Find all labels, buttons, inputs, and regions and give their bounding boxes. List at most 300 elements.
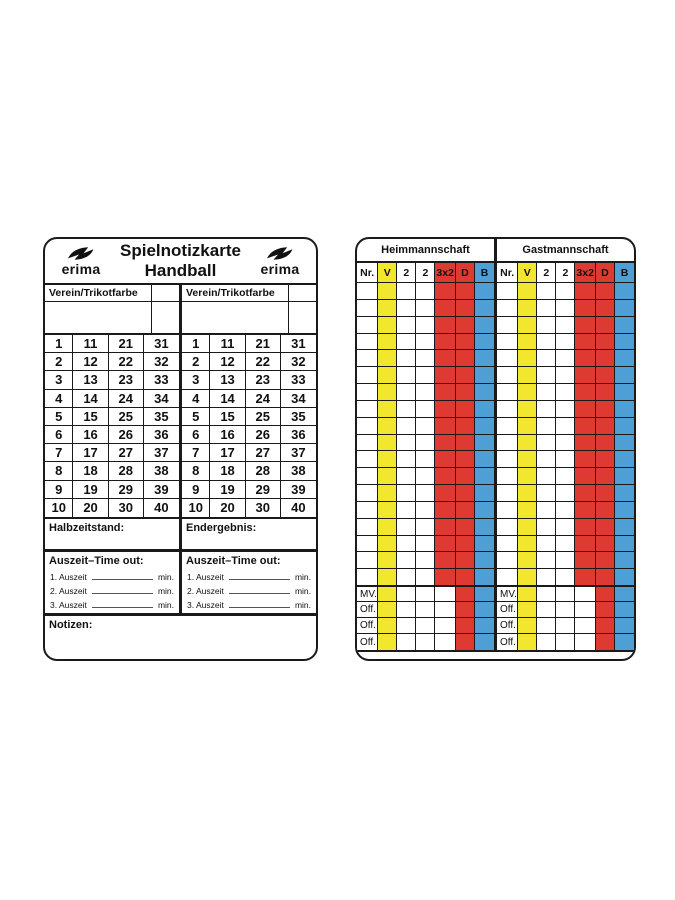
penalty-cell <box>596 435 615 452</box>
penalty-cell <box>518 384 537 401</box>
penalty-cell <box>518 300 537 317</box>
timeout-rows <box>182 568 316 610</box>
penalty-cell <box>537 401 556 418</box>
penalty-cell <box>556 418 575 435</box>
final-score-box <box>182 519 316 549</box>
penalty-cell <box>435 401 456 418</box>
player-number-cell: 8 <box>45 462 73 480</box>
official-row-cell <box>435 634 456 650</box>
official-row-cell <box>416 586 435 602</box>
penalty-cell <box>378 367 397 384</box>
player-number-cell: 4 <box>182 390 210 408</box>
penalty-cell <box>378 468 397 485</box>
player-number-cell: 25 <box>109 408 144 426</box>
penalty-cell <box>596 418 615 435</box>
penalty-cell <box>497 334 518 351</box>
penalty-cell <box>397 536 416 553</box>
player-number-cell: 31 <box>144 335 179 353</box>
penalty-cell <box>518 519 537 536</box>
official-row-cell <box>518 602 537 618</box>
official-row-cell <box>456 586 475 602</box>
penalty-cell <box>615 519 634 536</box>
penalty-cell <box>556 569 575 586</box>
penalty-cell <box>615 384 634 401</box>
club-color-home <box>45 285 182 333</box>
timeout-minutes-unit: min. <box>294 572 311 582</box>
player-number-cell: 31 <box>281 335 316 353</box>
penalty-cell <box>497 468 518 485</box>
player-number-cell: 13 <box>210 371 245 389</box>
penalty-cell <box>596 519 615 536</box>
penalty-cell <box>397 334 416 351</box>
penalty-cell <box>357 367 378 384</box>
goal-tally-home <box>45 335 182 517</box>
penalty-cell <box>497 384 518 401</box>
official-row-cell <box>537 602 556 618</box>
official-row-cell <box>518 634 537 650</box>
official-row-cell <box>556 618 575 634</box>
penalty-cell <box>518 552 537 569</box>
penalty-cell <box>475 435 494 452</box>
penalty-cell <box>475 367 494 384</box>
official-row-cell <box>397 618 416 634</box>
timeout-row-label: 2. Auszeit <box>50 586 87 596</box>
official-row-label: Off. <box>497 634 518 650</box>
penalty-cell <box>378 485 397 502</box>
player-number-cell: 20 <box>210 499 245 517</box>
penalty-cell <box>357 401 378 418</box>
penalty-cell <box>575 418 596 435</box>
penalty-cell <box>575 536 596 553</box>
timeout-blank-line <box>229 593 290 594</box>
game-notes-card <box>43 237 318 661</box>
penalty-cell <box>378 536 397 553</box>
penalty-cell <box>596 552 615 569</box>
official-row-cell <box>475 618 494 634</box>
player-number-cell: 34 <box>144 390 179 408</box>
player-number-cell: 35 <box>144 408 179 426</box>
penalty-cell <box>416 350 435 367</box>
penalty-cell <box>435 418 456 435</box>
penalty-cell <box>416 317 435 334</box>
penalty-cell <box>497 317 518 334</box>
penalty-cell <box>596 350 615 367</box>
penalty-cell <box>518 418 537 435</box>
penalty-column-header-nr.: Nr. <box>357 263 378 283</box>
penalty-column-header-3x2: 3x2 <box>575 263 596 283</box>
penalty-cell <box>615 435 634 452</box>
penalty-cell <box>575 552 596 569</box>
player-number-cell: 17 <box>73 444 108 462</box>
player-number-cell: 32 <box>144 353 179 371</box>
penalty-cell <box>475 536 494 553</box>
official-row-label: MV. <box>497 586 518 602</box>
penalty-cell <box>615 502 634 519</box>
penalty-cell <box>596 401 615 418</box>
final-result-label: Endergebnis: <box>186 522 257 534</box>
penalty-cell <box>596 367 615 384</box>
penalty-cell <box>456 569 475 586</box>
guest-penalty-grid <box>497 263 634 652</box>
penalty-cell <box>397 485 416 502</box>
penalty-cell <box>518 435 537 452</box>
player-number-cell: 29 <box>109 481 144 499</box>
penalty-cell <box>456 350 475 367</box>
penalty-cell <box>537 367 556 384</box>
penalty-cell <box>556 283 575 300</box>
player-number-cell: 21 <box>109 335 144 353</box>
player-number-cell: 14 <box>73 390 108 408</box>
card-title-line1: Spielnotizkarte <box>120 240 241 260</box>
player-number-cell: 28 <box>109 462 144 480</box>
penalty-cell <box>556 401 575 418</box>
player-number-cell: 11 <box>210 335 245 353</box>
penalty-cell <box>357 485 378 502</box>
penalty-cell <box>497 502 518 519</box>
official-row-cell <box>435 586 456 602</box>
timeout-minutes-unit: min. <box>157 600 174 610</box>
club-header-blank-cell <box>151 285 179 301</box>
penalty-card <box>355 237 636 661</box>
timeout-title: Auszeit–Time out: <box>49 555 144 567</box>
penalty-cell <box>435 283 456 300</box>
official-row-cell <box>378 618 397 634</box>
penalty-cell <box>518 451 537 468</box>
penalty-cell <box>518 502 537 519</box>
penalty-cell <box>537 435 556 452</box>
penalty-cell <box>435 334 456 351</box>
penalty-cell <box>435 569 456 586</box>
penalty-cell <box>416 283 435 300</box>
penalty-card-split <box>357 239 634 652</box>
penalty-cell <box>537 384 556 401</box>
erima-logo <box>252 246 308 276</box>
player-number-cell: 35 <box>281 408 316 426</box>
official-row-cell <box>615 602 634 618</box>
official-row-cell <box>537 634 556 650</box>
penalty-cell <box>475 468 494 485</box>
player-number-cell: 30 <box>109 499 144 517</box>
club-header-row <box>45 285 179 302</box>
player-number-cell: 3 <box>182 371 210 389</box>
penalty-cell <box>575 569 596 586</box>
penalty-cell <box>518 401 537 418</box>
player-number-cell: 14 <box>210 390 245 408</box>
penalty-cell <box>518 485 537 502</box>
penalty-cell <box>537 283 556 300</box>
penalty-cell <box>497 552 518 569</box>
penalty-cell <box>537 485 556 502</box>
penalty-cell <box>475 418 494 435</box>
player-number-cell: 5 <box>45 408 73 426</box>
penalty-cell <box>435 502 456 519</box>
penalty-cell <box>475 283 494 300</box>
penalty-cell <box>416 569 435 586</box>
halftime-label: Halbzeitstand: <box>49 522 125 534</box>
club-entry-cell <box>45 302 151 334</box>
timeout-minutes-unit: min. <box>294 600 311 610</box>
player-number-cell: 21 <box>246 335 281 353</box>
player-number-cell: 9 <box>182 481 210 499</box>
penalty-cell <box>497 367 518 384</box>
penalty-cell <box>615 418 634 435</box>
official-row-cell <box>556 586 575 602</box>
timeout-home <box>45 552 182 613</box>
halftime-score-box <box>45 519 182 549</box>
penalty-cell <box>357 418 378 435</box>
penalty-cell <box>596 283 615 300</box>
player-number-cell: 16 <box>73 426 108 444</box>
penalty-cell <box>556 451 575 468</box>
penalty-cell <box>378 401 397 418</box>
penalty-cell <box>397 451 416 468</box>
player-number-cell: 36 <box>144 426 179 444</box>
penalty-cell <box>435 384 456 401</box>
penalty-cell <box>435 552 456 569</box>
card-title-line2: Handball <box>144 261 217 280</box>
penalty-cell <box>456 384 475 401</box>
penalty-cell <box>357 552 378 569</box>
penalty-cell <box>615 350 634 367</box>
penalty-cell <box>456 435 475 452</box>
penalty-cell <box>378 552 397 569</box>
penalty-cell <box>397 367 416 384</box>
penalty-cell <box>497 569 518 586</box>
penalty-cell <box>357 569 378 586</box>
timeout-blank-line <box>92 593 153 594</box>
official-row-cell <box>416 634 435 650</box>
penalty-cell <box>397 384 416 401</box>
penalty-cell <box>357 502 378 519</box>
player-number-cell: 32 <box>281 353 316 371</box>
penalty-cell <box>596 485 615 502</box>
penalty-cell <box>456 451 475 468</box>
penalty-cell <box>357 283 378 300</box>
penalty-cell <box>475 552 494 569</box>
penalty-cell <box>596 317 615 334</box>
penalty-cell <box>416 384 435 401</box>
official-row-cell <box>596 602 615 618</box>
official-row-cell <box>556 634 575 650</box>
penalty-cell <box>357 334 378 351</box>
timeout-row <box>45 568 179 582</box>
penalty-cell <box>475 317 494 334</box>
penalty-cell <box>537 300 556 317</box>
club-entry-blank-cell <box>151 302 179 334</box>
penalty-cell <box>378 519 397 536</box>
goal-tally-guest <box>182 335 316 517</box>
penalty-cell <box>435 468 456 485</box>
penalty-cell <box>596 502 615 519</box>
penalty-cell <box>615 367 634 384</box>
player-number-cell: 33 <box>281 371 316 389</box>
penalty-cell <box>518 468 537 485</box>
penalty-cell <box>416 468 435 485</box>
penalty-cell <box>596 451 615 468</box>
penalty-cell <box>475 350 494 367</box>
penalty-cell <box>378 300 397 317</box>
penalty-cell <box>518 536 537 553</box>
player-number-cell: 37 <box>281 444 316 462</box>
penalty-cell <box>397 552 416 569</box>
penalty-cell <box>518 283 537 300</box>
club-header-blank-cell <box>288 285 316 301</box>
penalty-cell <box>497 401 518 418</box>
penalty-cell <box>596 334 615 351</box>
official-row-cell <box>456 602 475 618</box>
penalty-cell <box>378 569 397 586</box>
official-row-cell <box>435 618 456 634</box>
penalty-cell <box>537 519 556 536</box>
official-row-cell <box>456 634 475 650</box>
player-number-cell: 27 <box>246 444 281 462</box>
official-row-cell <box>537 618 556 634</box>
club-entry-blank-cell <box>288 302 316 334</box>
penalty-cell <box>615 468 634 485</box>
penalty-cell <box>357 300 378 317</box>
penalty-cell <box>435 367 456 384</box>
player-number-cell: 15 <box>210 408 245 426</box>
penalty-cell <box>378 451 397 468</box>
timeout-row <box>182 582 316 596</box>
player-number-cell: 19 <box>210 481 245 499</box>
player-number-cell: 38 <box>144 462 179 480</box>
penalty-cell <box>378 350 397 367</box>
penalty-cell <box>596 300 615 317</box>
official-row-cell <box>416 602 435 618</box>
penalty-cell <box>615 317 634 334</box>
player-number-cell: 2 <box>45 353 73 371</box>
player-number-cell: 38 <box>281 462 316 480</box>
club-color-section <box>45 285 316 335</box>
official-row-cell <box>596 586 615 602</box>
penalty-cell <box>416 418 435 435</box>
penalty-cell <box>456 317 475 334</box>
penalty-cell <box>475 334 494 351</box>
penalty-column-header-2: 2 <box>556 263 575 283</box>
penalty-cell <box>378 418 397 435</box>
player-number-cell: 9 <box>45 481 73 499</box>
erima-wordmark: erima <box>260 261 300 277</box>
official-row-cell <box>575 618 596 634</box>
penalty-cell <box>435 435 456 452</box>
official-row-cell <box>537 586 556 602</box>
penalty-cell <box>556 384 575 401</box>
penalty-cell <box>575 283 596 300</box>
penalty-cell <box>357 451 378 468</box>
official-row-label: Off. <box>497 602 518 618</box>
official-row-cell <box>435 602 456 618</box>
player-number-cell: 4 <box>45 390 73 408</box>
player-number-cell: 28 <box>246 462 281 480</box>
official-row-cell <box>596 618 615 634</box>
penalty-cell <box>615 552 634 569</box>
penalty-cell <box>397 317 416 334</box>
penalty-cell <box>378 502 397 519</box>
player-number-cell: 26 <box>109 426 144 444</box>
guest-team-panel <box>497 239 634 652</box>
player-number-cell: 7 <box>182 444 210 462</box>
penalty-cell <box>497 536 518 553</box>
penalty-cell <box>556 435 575 452</box>
penalty-cell <box>556 502 575 519</box>
penalty-cell <box>556 367 575 384</box>
penalty-cell <box>416 401 435 418</box>
penalty-column-header-b: B <box>615 263 634 283</box>
timeout-row-label: 2. Auszeit <box>187 586 224 596</box>
penalty-cell <box>556 300 575 317</box>
player-number-cell: 12 <box>73 353 108 371</box>
player-number-cell: 8 <box>182 462 210 480</box>
penalty-cell <box>456 300 475 317</box>
penalty-cell <box>435 317 456 334</box>
official-row-cell <box>416 618 435 634</box>
timeout-blank-line <box>92 607 153 608</box>
penalty-cell <box>397 435 416 452</box>
penalty-cell <box>456 502 475 519</box>
player-number-cell: 30 <box>246 499 281 517</box>
penalty-cell <box>416 485 435 502</box>
penalty-cell <box>556 468 575 485</box>
timeout-section <box>45 552 316 616</box>
club-entry-cell <box>182 302 288 334</box>
penalty-column-header-nr.: Nr. <box>497 263 518 283</box>
player-number-cell: 40 <box>291 500 306 516</box>
penalty-cell <box>416 519 435 536</box>
player-number-cell: 23 <box>246 371 281 389</box>
official-row-cell <box>556 602 575 618</box>
club-entry-row <box>45 302 179 334</box>
penalty-cell <box>357 435 378 452</box>
official-row-cell <box>475 634 494 650</box>
penalty-column-header-d: D <box>596 263 615 283</box>
penalty-cell <box>575 317 596 334</box>
timeout-row <box>45 596 179 610</box>
penalty-cell <box>416 552 435 569</box>
penalty-cell <box>575 334 596 351</box>
penalty-cell <box>596 468 615 485</box>
timeout-row <box>182 568 316 582</box>
penalty-cell <box>575 367 596 384</box>
official-row-label: Off. <box>497 618 518 634</box>
penalty-cell <box>556 317 575 334</box>
player-number-cell: 18 <box>210 462 245 480</box>
player-number-cell: 3 <box>45 371 73 389</box>
erima-logo <box>53 246 109 276</box>
penalty-cell <box>456 418 475 435</box>
home-team-panel <box>357 239 497 652</box>
penalty-cell <box>615 401 634 418</box>
penalty-cell <box>575 519 596 536</box>
official-row-label: Off. <box>357 618 378 634</box>
penalty-cell <box>357 350 378 367</box>
penalty-cell <box>475 569 494 586</box>
official-row-label: Off. <box>357 634 378 650</box>
penalty-cell <box>497 418 518 435</box>
timeout-blank-line <box>229 607 290 608</box>
home-penalty-grid <box>357 263 494 652</box>
penalty-cell <box>378 283 397 300</box>
club-entry-row <box>182 302 316 334</box>
penalty-cell <box>456 401 475 418</box>
player-number-cell: 24 <box>246 390 281 408</box>
home-team-title: Heimmannschaft <box>357 239 494 263</box>
player-number-cell: 15 <box>73 408 108 426</box>
penalty-cell <box>378 435 397 452</box>
penalty-cell <box>497 283 518 300</box>
official-row-cell <box>456 618 475 634</box>
penalty-cell <box>575 300 596 317</box>
